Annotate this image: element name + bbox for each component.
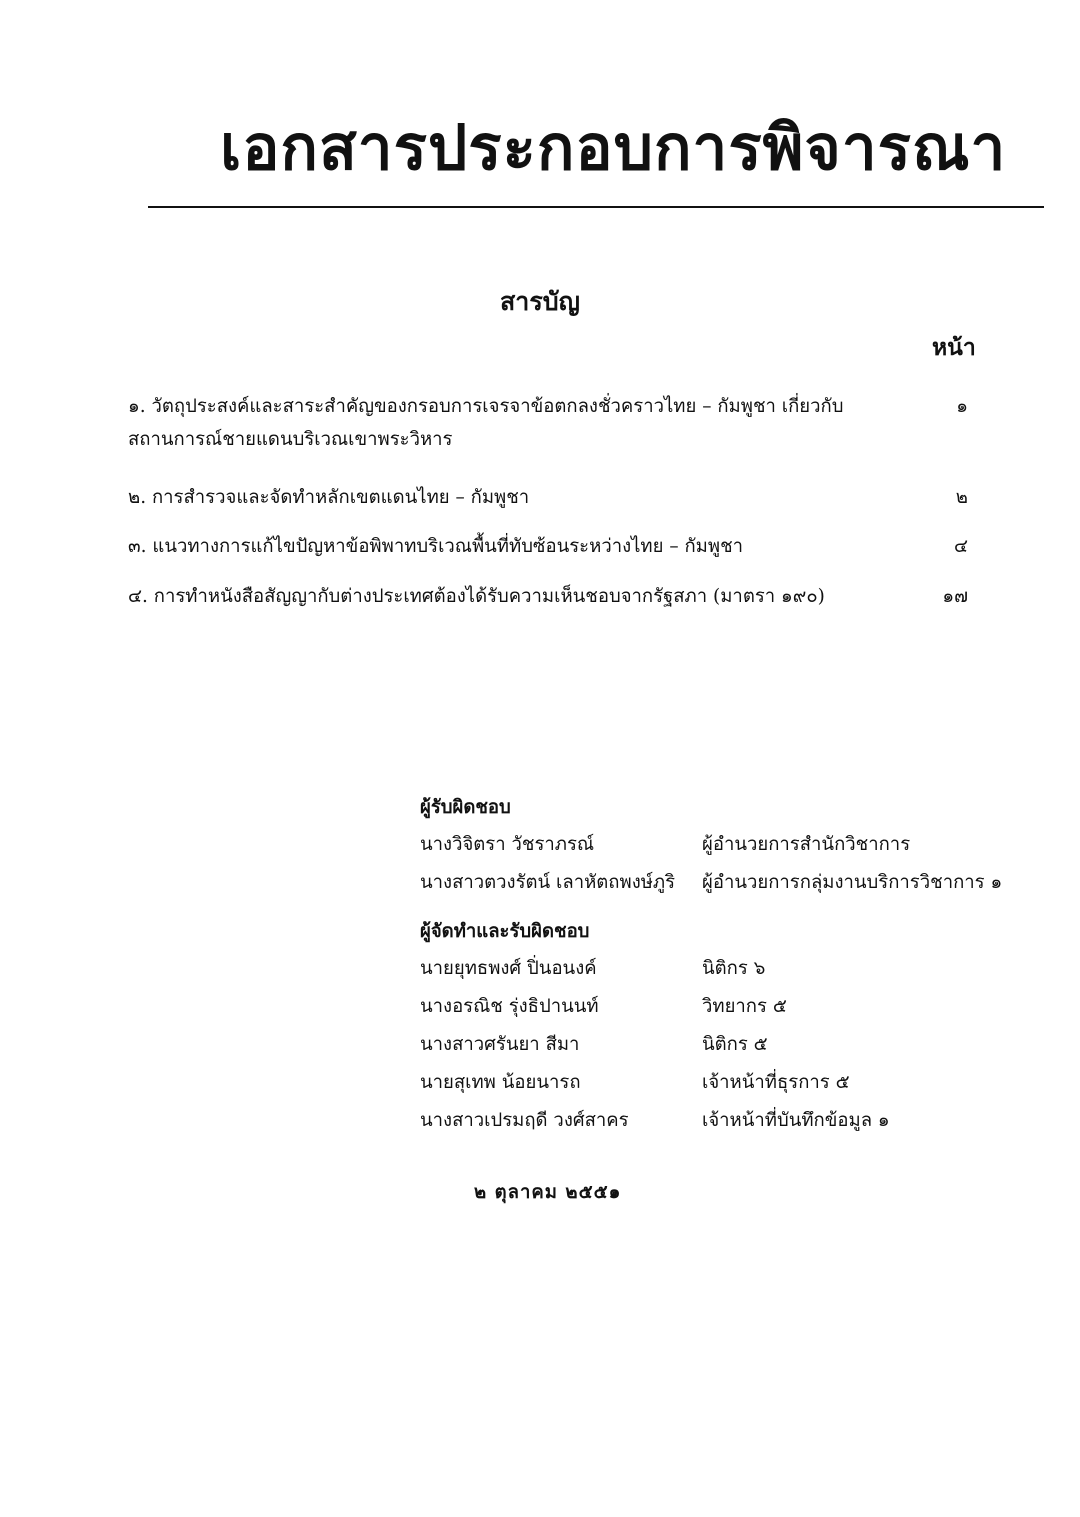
toc-item [128, 481, 968, 514]
person-role: เจ้าหน้าที่ธุรการ ๕ [702, 1072, 850, 1093]
toc-item-text: ๒. การสำรวจและจัดทำหลักเขตแดนไทย – กัมพูชา [128, 487, 530, 508]
toc-item [128, 580, 968, 613]
person-name: นางอรณิช รุ่งธิปานนท์ [420, 996, 599, 1017]
toc-item-text: ๔. การทำหนังสือสัญญากับต่างประเทศต้องได้รับความเห็นชอบจากรัฐสภา (มาตรา ๑๙๐) [128, 586, 825, 607]
preparer-person [420, 950, 1040, 988]
document-date: ๒ ตุลาคม ๒๕๕๑ [474, 1182, 622, 1203]
toc-item-page: ๔ [953, 536, 968, 557]
toc-item-text: ๓. แนวทางการแก้ไขปัญหาข้อพิพาทบริเวณพื้นที่ทับซ้อนระหว่างไทย – กัมพูชา [128, 536, 744, 557]
person-role: นิติกร ๕ [702, 1034, 768, 1055]
toc-item-page: ๑ [956, 396, 968, 417]
title-divider [148, 206, 1044, 208]
person-name: นางสาวเปรมฤดี วงศ์สาคร [420, 1110, 629, 1131]
responsible-person [420, 864, 1040, 902]
responsible-person [420, 826, 1040, 864]
preparer-person [420, 988, 1040, 1026]
preparer-person [420, 1026, 1040, 1064]
person-role: เจ้าหน้าที่บันทึกข้อมูล ๑ [702, 1110, 890, 1131]
person-name: นายยุทธพงศ์ ปิ่นอนงค์ [420, 958, 597, 979]
person-name: นางวิจิตรา วัชราภรณ์ [420, 834, 595, 855]
person-role: ผู้อำนวยการกลุ่มงานบริการวิชาการ ๑ [702, 872, 1003, 893]
preparer-person [420, 1064, 1040, 1102]
person-role: นิติกร ๖ [702, 958, 766, 979]
person-name: นางสาวศรันยา สีมา [420, 1034, 580, 1055]
toc-item [128, 390, 968, 456]
person-name: นางสาวตวงรัตน์ เลาหัตถพงษ์ภูริ [420, 872, 676, 893]
toc-item-page: ๒ [955, 487, 968, 508]
preparers-heading: ผู้จัดทำและรับผิดชอบ [420, 921, 590, 942]
staff-credits [420, 790, 1040, 1140]
preparer-person [420, 1102, 1040, 1140]
toc-title: สารบัญ [500, 287, 580, 316]
document-banner-title: เอกสารประกอบการพิจารณา [220, 111, 1007, 184]
person-role: วิทยากร ๕ [702, 996, 787, 1017]
toc-item-page: ๑๗ [942, 586, 968, 607]
responsible-heading: ผู้รับผิดชอบ [420, 797, 511, 818]
toc-item [128, 530, 968, 563]
person-role: ผู้อำนวยการสำนักวิชาการ [702, 834, 911, 855]
toc-item-text: ๑. วัตถุประสงค์และสาระสำคัญของกรอบการเจรจาข้อตกลงชั่วคราวไทย – กัมพูชา เกี่ยวกับสถานการณ์ชายแดนบริเวณเขาพระวิหาร [128, 396, 844, 450]
toc-page-column-header: หน้า [932, 334, 976, 361]
person-name: นายสุเทพ น้อยนารถ [420, 1072, 581, 1093]
